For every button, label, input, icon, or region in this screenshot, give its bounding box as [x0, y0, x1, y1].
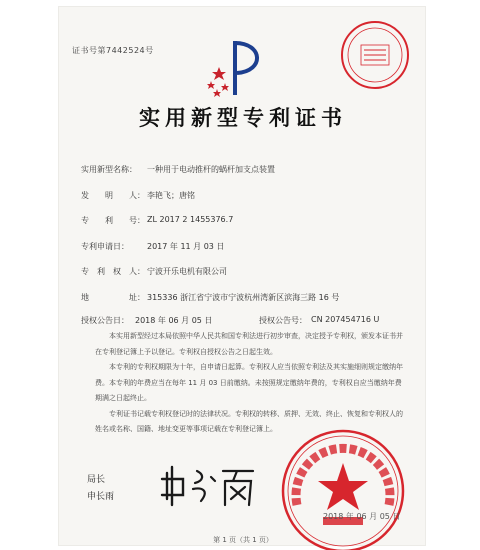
grant-number-label: 授权公告号：: [259, 316, 307, 325]
director-signature: [159, 459, 259, 509]
certificate-sheet: [58, 6, 426, 546]
field-value-address: 315336 浙江省宁波市宁波杭州湾新区滨海三路 16 号: [147, 293, 340, 302]
field-value-name: 一种用于电动推杆的蜗杆加支点装置: [147, 165, 275, 174]
field-label-address: 地 址：: [81, 293, 145, 302]
field-label-filing-date: 专利申请日：: [81, 242, 129, 251]
grant-date-value: 2018 年 06 月 05 日: [135, 316, 213, 325]
field-value-inventor: 李艳飞；唐铭: [147, 191, 195, 200]
seal-date: 2018 年 06 月 05 日: [323, 512, 401, 521]
field-label-name: 实用新型名称：: [81, 165, 137, 174]
page-number: 第 1 页（共 1 页）: [213, 536, 273, 544]
certificate-title: 实用新型专利证书: [139, 105, 347, 130]
field-value-filing-date: 2017 年 11 月 03 日: [147, 242, 225, 251]
certificate-body: [95, 329, 405, 438]
body-paragraph: 本专利的专利权期限为十年，自申请日起算。专利权人应当依照专利法及其实施细则规定缴纳年费。本专利的年费应当在每年 11 月 03 日前缴纳。未按照规定缴纳年费的，专利权自应当缴纳年费期满之日起终止。: [95, 363, 403, 402]
field-value-patentee: 宁波开乐电机有限公司: [147, 267, 227, 276]
cnipa-logo-icon: [205, 37, 269, 99]
field-label-patent-no: 专 利 号：: [81, 216, 145, 225]
field-label-inventor: 发 明 人：: [81, 191, 145, 200]
patent-office-seal-icon: [339, 19, 411, 91]
field-label-patentee: 专 利 权 人：: [81, 267, 145, 276]
grant-date-label: 授权公告日：: [81, 316, 129, 325]
director-name: 申长雨: [87, 492, 115, 502]
grant-number-value: CN 207454716 U: [311, 315, 380, 324]
director-title: 局长: [87, 475, 106, 485]
body-paragraph: 专利证书记载专利权登记时的法律状况。专利权的转移、质押、无效、终止、恢复和专利权人的姓名或名称、国籍、地址变更等事项记载在专利登记簿上。: [95, 409, 403, 433]
cnipa-official-seal-icon: [279, 427, 407, 550]
certificate-number: 证书号第7442524号: [72, 46, 154, 55]
field-value-patent-no: ZL 2017 2 1455376.7: [147, 215, 234, 224]
body-paragraph: 本实用新型经过本局依照中华人民共和国专利法进行初步审查，决定授予专利权，颁发本证书并在专利登记簿上予以登记。专利权自授权公告之日起生效。: [95, 332, 403, 356]
